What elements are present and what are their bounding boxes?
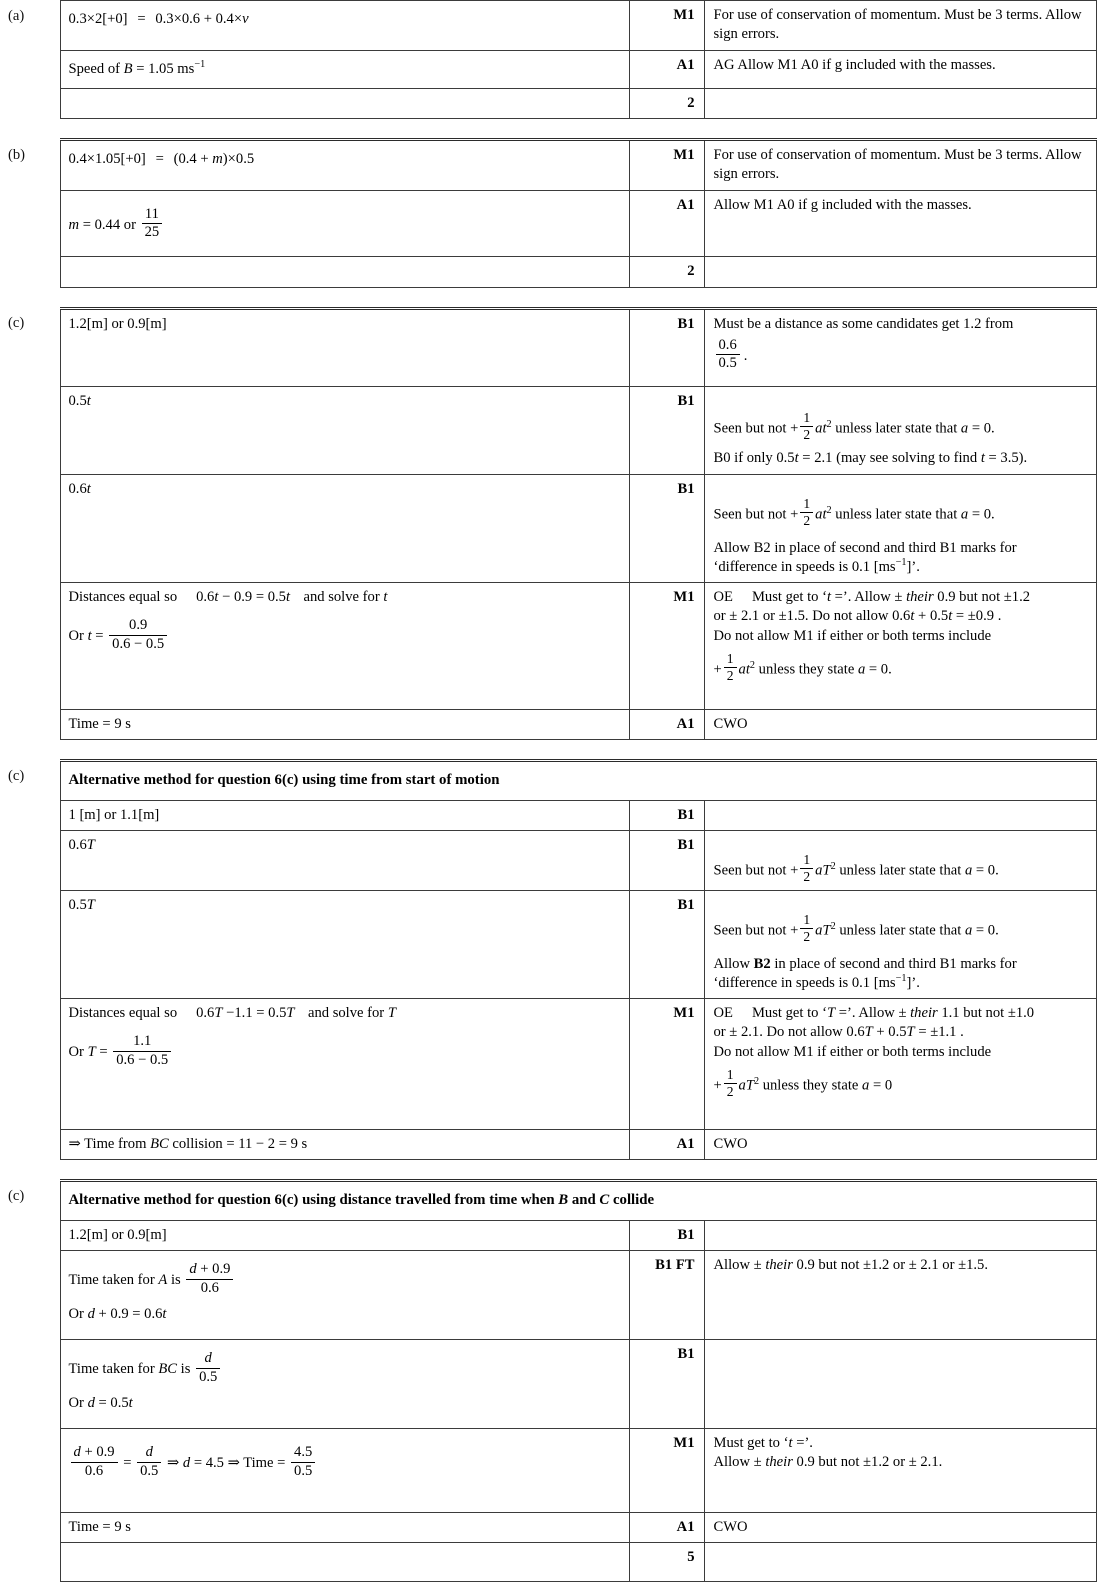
alt-method-banner-1: Alternative method for question 6(c) using time from start of motion [60, 761, 1096, 801]
mark-cell-alt1-m1: M1 [629, 999, 704, 1130]
mark-cell-c-b1-1: B1 [629, 308, 704, 386]
answer-cell-alt2-m1: $\frac{d + 0.9}{0.6}$ = $\frac{d}{0.5}$ ⇒ d = 4.5 ⇒ Time = $\frac{4.5}{0.5}$ [60, 1429, 629, 1513]
mark-cell-alt2-b1ft: B1 FT [629, 1251, 704, 1340]
comment-cell-alt1-m1: OE Must get to ‘T =’. Allow ± their 1.1 but not ±1.0 or ± 2.1. Do not allow 0.6T + 0.5T = ±1.1 . Do not allow M1 if either or both terms include + $\frac{1}{2}$ $aT^2$ unless they state a = 0 [704, 999, 1096, 1130]
gap-ans [60, 119, 629, 140]
note-their: their [765, 1454, 793, 1471]
note-allow-b2-2: in place of second and third B1 marks for [774, 955, 1017, 972]
table-row [4, 140, 1096, 191]
answer-cell-alt1-b1-2: 0.6T [60, 831, 629, 891]
note-must-get-to: Must get to [713, 1435, 780, 1452]
answer-cell-alt1-b1-1: 1 [m] or 1.1[m] [60, 800, 629, 830]
comment-cell-alt2-total [704, 1543, 1096, 1582]
gap-mark [629, 1160, 704, 1181]
note-allow-b2-2: in place of second and third B1 marks for [774, 539, 1017, 556]
table-row [4, 386, 1096, 474]
comment-cell-b-m1: For use of conservation of momentum. Must be 3 terms. Allow sign errors. [704, 140, 1096, 191]
answer-cell-b-total [60, 257, 629, 287]
comment-cell-c-b1-1: Must be a distance as some candidates get 1.2 from $\frac{0.6}{0.5}$ . [704, 308, 1096, 386]
answer-cell-alt2-a1: Time = 9 s [60, 1513, 629, 1543]
total-mark-b: 2 [629, 257, 704, 287]
section-gap [4, 740, 1096, 761]
gap-note [704, 287, 1096, 308]
label-distances-equal: Distances equal so [68, 1005, 178, 1022]
table-row [4, 831, 1096, 891]
table-row [4, 1220, 1096, 1250]
answer-cell-c-b1-1: 1.2[m] or 0.9[m] [60, 308, 629, 386]
part-label-c-alt2: (c) [4, 1181, 60, 1543]
note-seen-pre: Seen but not [713, 862, 787, 879]
mark-cell-alt2-m1: M1 [629, 1429, 704, 1513]
comment-cell-b-total [704, 257, 1096, 287]
part-label-a: (a) [4, 1, 60, 119]
gap-ans [60, 740, 629, 761]
answer-cell-c-b1-2: 0.5t [60, 386, 629, 474]
note-seen-pre: Seen but not [713, 506, 787, 523]
table-row [4, 1429, 1096, 1513]
mark-cell-b-a1: A1 [629, 190, 704, 257]
answer-cell-alt1-m1: Distances equal so 0.6T −1.1 = 0.5T and solve for T Or T = $\frac{1.1}{0.6 - 0.5}$ [60, 999, 629, 1130]
banner-and: and [571, 1192, 596, 1209]
total-mark-a: 2 [629, 88, 704, 118]
gap-mark [629, 740, 704, 761]
mark-cell-alt2-a1: A1 [629, 1513, 704, 1543]
comment-cell-a-total [704, 88, 1096, 118]
comment-cell-a-a1: AG Allow M1 A0 if g included with the masses. [704, 50, 1096, 88]
note-b0-if-only: B0 if only [713, 450, 773, 467]
note-oe: OE [713, 1005, 733, 1022]
note-diff-speeds: ‘difference in speeds is 0.1 [ms [713, 974, 896, 991]
comment-cell-alt2-a1: CWO [704, 1513, 1096, 1543]
answer-cell-b-a1: m = 0.44 or $\frac{11}{25}$ [60, 190, 629, 257]
note-diff-speeds: ‘difference in speeds is 0.1 [ms [713, 558, 896, 575]
label-or: Or [68, 1306, 84, 1323]
mark-cell-alt2-b1-1: B1 [629, 1220, 704, 1250]
label-or: Or [68, 628, 84, 645]
table-row [4, 1, 1096, 51]
label-is: is [180, 1361, 191, 1378]
table-row [4, 88, 1096, 118]
mark-cell-c-b1-3: B1 [629, 474, 704, 582]
answer-cell-alt2-b1-1: 1.2[m] or 0.9[m] [60, 1220, 629, 1250]
mark-scheme-table [4, 0, 1097, 1582]
comment-cell-alt1-b1-3: Seen but not + $\frac{1}{2}$ $aT^2$ unless later state that a = 0. Allow B2 in place of second and third B1 marks for ‘difference in speeds is 0.1 $[ms^{-1}]$’. [704, 890, 1096, 998]
table-row [4, 800, 1096, 830]
comment-cell-c-b1-2: Seen but not + $\frac{1}{2}$ $at^2$ unless later state that a = 0. B0 if only 0.5t = 2.1 (may see solving to find t = 3.5). [704, 386, 1096, 474]
answer-cell-alt1-b1-3: 0.5T [60, 890, 629, 998]
label-time-taken-for: Time taken for [68, 1272, 155, 1289]
answer-cell-b-m1: 0.4×1.05[+0] = (0.4 + m)×0.5 [60, 140, 629, 191]
note-text: Must be a distance as some candidates get 1.2 from [713, 315, 1014, 332]
table-row [4, 890, 1096, 998]
table-row [4, 50, 1096, 88]
label-is: is [170, 1272, 181, 1289]
table-row [4, 583, 1096, 710]
gap-label [4, 119, 60, 140]
alt-method-banner-2: Alternative method for question 6(c) using distance travelled from time when B and C collide [60, 1181, 1096, 1221]
answer-cell-alt1-a1: ⇒ Time from BC collision = 11 − 2 = 9 s [60, 1130, 629, 1160]
note-seen-post: unless later state that [835, 420, 958, 437]
section-gap [4, 1160, 1096, 1181]
note-allow-their: Allow ± [713, 1454, 762, 1471]
answer-cell-c-m1: Distances equal so 0.6t − 0.9 = 0.5t and solve for t Or t = $\frac{0.9}{0.6 - 0.5}$ [60, 583, 629, 710]
note-do-not-allow-m1: Do not allow M1 if either or both terms include [713, 1043, 992, 1060]
note-unless-state: unless they state [762, 1077, 859, 1094]
label-speed-of: Speed of [68, 60, 120, 77]
answer-cell-a-m1: 0.3×2[+0] = 0.3×0.6 + 0.4×v [60, 1, 629, 51]
answer-cell-c-b1-3: 0.6t [60, 474, 629, 582]
gap-label [4, 287, 60, 308]
comment-cell-alt1-b1-2: Seen but not + $\frac{1}{2}$ $aT^2$ unless later state that a = 0. [704, 831, 1096, 891]
part-label-empty [4, 1543, 60, 1582]
label-or: Or [68, 1044, 84, 1061]
note-seen-post: unless later state that [835, 506, 958, 523]
gap-label [4, 1160, 60, 1181]
table-row [4, 999, 1096, 1130]
gap-note [704, 740, 1096, 761]
note-seen-pre: Seen but not [713, 922, 787, 939]
table-row [4, 1340, 1096, 1429]
mark-cell-c-m1: M1 [629, 583, 704, 710]
note-allow-their: Allow ± [713, 1257, 762, 1274]
comment-cell-alt2-b1-2 [704, 1340, 1096, 1429]
total-mark-c: 5 [629, 1543, 704, 1582]
mark-cell-c-b1-2: B1 [629, 386, 704, 474]
answer-cell-alt2-b1-2: Time taken for BC is $\frac{d}{0.5}$ Or d = 0.5t [60, 1340, 629, 1429]
comment-cell-alt1-b1-1 [704, 800, 1096, 830]
table-row [4, 190, 1096, 257]
table-row [4, 257, 1096, 287]
table-row [4, 1513, 1096, 1543]
note-do-not-allow: Do not allow [812, 608, 889, 625]
label-and-solve-for: and solve for [307, 1005, 385, 1022]
answer-cell-alt2-b1ft: Time taken for A is $\frac{d + 0.9}{0.6}$ Or d + 0.9 = 0.6t [60, 1251, 629, 1340]
table-row [4, 1181, 1096, 1221]
comment-cell-alt1-a1: CWO [704, 1130, 1096, 1160]
banner-pre: Alternative method for question 6(c) using distance travelled from time when [68, 1192, 555, 1209]
gap-mark [629, 287, 704, 308]
comment-cell-c-a1: CWO [704, 710, 1096, 740]
answer-cell-a-a1: Speed of B = 1.05 $ms^{-1}$ [60, 50, 629, 88]
note-must-get-to: Must get to [751, 589, 819, 605]
note-allow-b2-1: Allow [713, 955, 750, 972]
note-seen-post: unless later state that [839, 862, 962, 879]
table-row [4, 761, 1096, 801]
note-do-not-allow: Do not allow [766, 1024, 843, 1041]
gap-ans [60, 1160, 629, 1181]
note-seen-post: unless later state that [839, 922, 962, 939]
note-allow-their: Allow ± [854, 589, 903, 605]
mark-cell-alt1-b1-1: B1 [629, 800, 704, 830]
table-row [4, 308, 1096, 386]
note-oe: OE [713, 589, 733, 605]
note-allow-their: Allow ± [858, 1005, 907, 1022]
note-do-not-allow-m1: Do not allow M1 if either or both terms include [713, 627, 992, 644]
label-distances-equal: Distances equal so [68, 589, 178, 605]
label-time-from: Time from [84, 1136, 147, 1153]
label-time-taken-for: Time taken for [68, 1361, 155, 1378]
table-row [4, 474, 1096, 582]
mark-cell-alt1-b1-3: B1 [629, 890, 704, 998]
label-and-solve-for: and solve for [303, 589, 380, 605]
table-row [4, 1543, 1096, 1582]
answer-cell-c-a1: Time = 9 s [60, 710, 629, 740]
note-must-get-to: Must get to [751, 1005, 819, 1022]
note-unless-state: unless they state [758, 661, 855, 678]
gap-mark [629, 119, 704, 140]
mark-cell-b-m1: M1 [629, 140, 704, 191]
mark-cell-alt1-b1-2: B1 [629, 831, 704, 891]
mark-cell-a-m1: M1 [629, 1, 704, 51]
note-their: their [765, 1257, 793, 1274]
table-row [4, 710, 1096, 740]
mark-cell-alt1-a1: A1 [629, 1130, 704, 1160]
label-collision-eq: collision = 11 − 2 = 9 s [172, 1136, 308, 1153]
comment-cell-b-a1: Allow M1 A0 if g included with the masses. [704, 190, 1096, 257]
note-may-see: (may see solving to find [836, 450, 978, 467]
section-gap [4, 119, 1096, 140]
note-seen-pre: Seen but not [713, 420, 787, 437]
table-row [4, 1130, 1096, 1160]
comment-cell-c-b1-3: Seen but not + $\frac{1}{2}$ $at^2$ unless later state that a = 0. Allow B2 in place of second and third B1 marks for ‘difference in speeds is 0.1 $[ms^{-1}]$’. [704, 474, 1096, 582]
note-their: their [910, 1005, 938, 1022]
banner-post: collide [612, 1192, 655, 1209]
comment-cell-alt2-b1ft: Allow ± their 0.9 but not ±1.2 or ± 2.1 or ±1.5. [704, 1251, 1096, 1340]
part-label-c: (c) [4, 308, 60, 740]
mark-cell-a-a1: A1 [629, 50, 704, 88]
note-their: their [906, 589, 934, 605]
gap-note [704, 119, 1096, 140]
mark-cell-c-a1: A1 [629, 710, 704, 740]
note-allow-b2-1: Allow [713, 539, 750, 556]
gap-label [4, 740, 60, 761]
section-gap [4, 287, 1096, 308]
label-or: Or [68, 1395, 84, 1412]
answer-cell-alt2-total [60, 1543, 629, 1582]
comment-cell-c-m1: OE Must get to ‘t =’. Allow ± their 0.9 but not ±1.2 or ± 2.1 or ±1.5. Do not allow 0.6t + 0.5t = ±0.9 . Do not allow M1 if either or both terms include + $\frac{1}{2}$ $at^2$ unless they state a = 0. [704, 583, 1096, 710]
table-row [4, 1251, 1096, 1340]
answer-cell-a-total [60, 88, 629, 118]
comment-cell-a-m1: For use of conservation of momentum. Must be 3 terms. Allow sign errors. [704, 1, 1096, 51]
part-label-b: (b) [4, 140, 60, 288]
gap-note [704, 1160, 1096, 1181]
gap-ans [60, 287, 629, 308]
part-label-c-alt1: (c) [4, 761, 60, 1160]
comment-cell-alt2-b1-1 [704, 1220, 1096, 1250]
comment-cell-alt2-m1: Must get to ‘t =’. Allow ± their 0.9 but not ±1.2 or ± 2.1. [704, 1429, 1096, 1513]
mark-cell-alt2-b1-2: B1 [629, 1340, 704, 1429]
